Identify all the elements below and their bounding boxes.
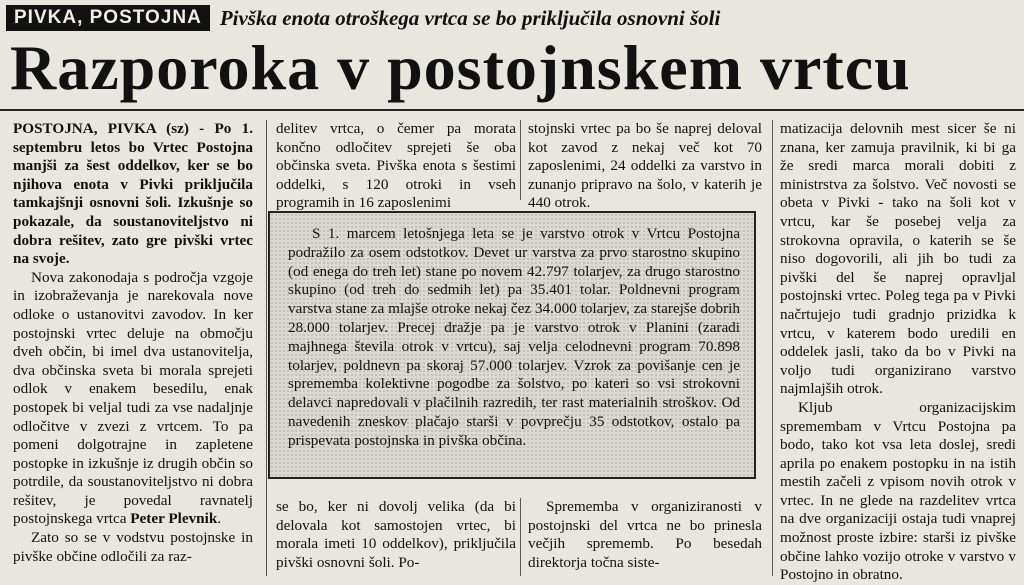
body-paragraph: se bo, ker ni dovolj velika (da bi delovala kot samostojen vrtec, bi morala imeti 10 oddelkov), priključila pivški osnovni šoli. Po- [276,498,516,571]
location-badge: PIVKA, POSTOJNA [6,5,210,31]
body-paragraph: Zato so se v vodstvu postojnske in pivške občine odločili za raz- [13,529,253,565]
article-column-2-top [276,120,516,213]
article-column-1 [13,120,253,566]
body-paragraph: Sprememba v organiziranosti v postojnski del vrtca ne bo prinesla večjih sprememb. Po besedah direktorja točna siste- [528,498,762,571]
column-divider [520,498,521,576]
kicker-row [6,4,1018,32]
article-column-3-bottom [528,498,762,572]
body-paragraph: delitev vrtca, o čemer pa morata končno odločitev sprejeti še oba občinska sveta. Pivška enota s šestimi oddelki, s 120 otroki in vseh programih in 16 zaposlenimi [276,120,516,212]
body-paragraph [13,269,253,529]
article-column-3-top [528,120,762,213]
body-paragraph: Kljub organizacijskim spremembam v Vrtcu Postojna pa bodo, tako kot vsa leta doslej, sredi aprila po enakem postopku in na istih mestih začeli z vpisom novih otrok v vrtec. In ne glede na razdelitev vrtca na dve organizaciji ostaja tudi vnaprej možnost proste izbire: starši iz pivške občine lahko vozijo otroke v varstvo v Postojno in obratno. [780,398,1016,584]
kicker-subtitle: Pivška enota otroškega vrtca se bo priključila osnovni šoli [219,5,721,30]
column-divider [520,120,521,200]
body-paragraph: matizacija delovnih mest sicer še ni znana, ker zamuja pravilnik, ki bi ga že sredi marca morali dobiti z ministrstva za šolstvo. Več novosti se obeta v Pivki - tako na šoli kot v vrtcu, kar še posebej velja za strokovna opravila, o katerih se še niso dogovorili, ali jih bo tudi za pivški del še naprej opravljal postojnski vrtec. Poleg tega pa v Pivki načrtujejo tudi gradnjo prizidka k vrtcu, v katerem bodo uredili en oddelek jasli, tako da bo v Pivki na voljo tudi organizirano varstvo najmlajših otrok. [780,120,1016,398]
lead-paragraph: POSTOJNA, PIVKA (sz) - Po 1. septembru letos bo Vrtec Postojna manjši za šest oddelkov, ker se bo njihova enota v Pivki priključila tamkajšnji osnovni šoli. Izkušnje so pokazale, da soustanoviteljstvo ni dobra rešitev, zato gre pivški vrtec na svoje. [13,120,253,268]
body-text-end: . [217,510,222,528]
headline: Razporoka v postojnskem vrtcu [10,32,911,103]
article-column-2-bottom [276,498,516,572]
person-name: Peter Plevnik [130,510,218,528]
body-paragraph: stojnski vrtec pa bo še naprej deloval kot zavod z nekaj več kot 70 zaposlenimi, 24 oddelki za varstvo in zunanjo pripravo na šolo, v katerih je 440 otrok. [528,120,762,212]
price-info-box [268,211,756,479]
box-text: S 1. marcem letošnjega leta se je varstvo otrok v Vrtcu Postojna podražilo za osem odstotkov. Devet ur varstva za prvo starostno skupino (od enega do treh let) stane po novem 42.797 tolarjev, za drugo starostno skupino (od treh do sedmih let) pa 35.401 tolar. Poldnevni program varstva stane za mlajše otroke nekaj čez 34.000 tolarjev, za starejše dobrih 28.000 tolarjev. Precej dražje pa je varstvo otrok v Planini (zaradi majhnega števila otrok v vrtcu), saj velja celodnevni program 70.898 tolarjev, poldnevn pa skoraj 57.000 tolarjev. Vzrok za povišanje cen je sprememba kolektivne pogodbe za šolstvo, po kateri so vsi strokovni delavci napredovali v plačilnih razredih, ter rast materialnih stroškov. Od navedenih zneskov plačajo starši v povprečju 35 odstotkov, ostalo pa prispevata postojnska in pivška občina. [288,225,740,449]
column-divider [772,120,773,576]
article-column-4 [780,120,1016,585]
body-text: Nova zakonodaja s področja vzgoje in izobraževanja je narekovala nove odloke o ustanovitvi zavodov. In ker postojnski vrtec deluje na območju dveh občin, bi imel dva ustanovitelja, dva občinska sveta bi morala sprejeti odlok v enakem besedilu, enak postopek bi veljal tudi za vse nadaljnje odločitve v zvezi z vrtcem. To pa pomeni dolgotrajne in zapletene postopke in izkušnje iz drugih občin so potrdile, da soustanoviteljstvo ni dobra rešitev, je povedal ravnatelj postojnskega vrtca [13,268,253,528]
headline-rule [0,109,1024,111]
column-divider [266,120,267,576]
